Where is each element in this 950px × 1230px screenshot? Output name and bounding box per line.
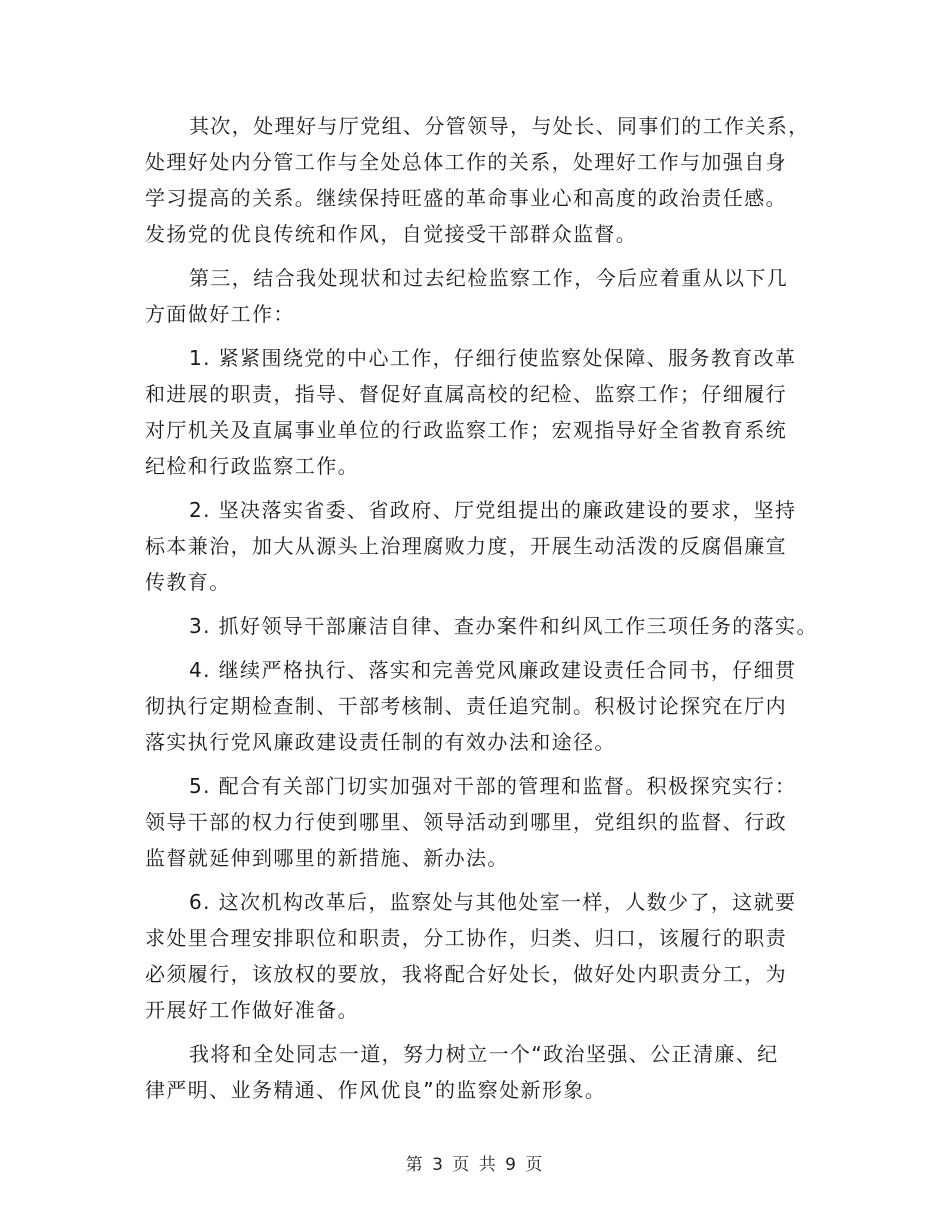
text-line: 第三，结合我处现状和过去纪检监察工作，今后应着重从以下几 xyxy=(189,266,789,290)
text-line: 5. 配合有关部门切实加强对干部的管理和监督。积极探究实行： xyxy=(189,774,797,798)
text-line: 监督就延伸到哪里的新措施、新办法。 xyxy=(145,846,509,870)
text-line: 彻执行定期检查制、干部考核制、责任追究制。积极讨论探究在厅内 xyxy=(145,694,787,718)
paragraph-thirdly xyxy=(145,260,835,332)
text-line: 标本兼治，加大从源头上治理腐败力度，开展生动活泼的反腐倡廉宣 xyxy=(145,534,787,558)
text-line: 必须履行，该放权的要放，我将配合好处长，做好处内职责分工，为 xyxy=(145,962,787,986)
text-line: 3. 抓好领导干部廉洁自律、查办案件和纠风工作三项任务的落实。 xyxy=(189,614,818,638)
list-item-1 xyxy=(145,340,835,484)
text-line: 6. 这次机构改革后，监察处与其他处室一样，人数少了，这就要 xyxy=(189,890,797,914)
text-line: 2. 坚决落实省委、省政府、厅党组提出的廉政建设的要求，坚持 xyxy=(189,498,797,522)
text-line: 和进展的职责，指导、督促好直属高校的纪检、监察工作；仔细履行 xyxy=(145,382,787,406)
text-line: 4. 继续严格执行、落实和完善党风廉政建设责任合同书，仔细贯 xyxy=(189,658,797,682)
list-item-5 xyxy=(145,768,835,876)
text-line: 律严明、业务精通、作风优良”的监察处新形象。 xyxy=(145,1078,607,1102)
text-line: 方面做好工作： xyxy=(145,302,295,326)
document-body xyxy=(145,108,835,1116)
page-number-footer: 第 3 页 共 9 页 xyxy=(405,1155,545,1175)
text-line: 处理好处内分管工作与全处总体工作的关系，处理好工作与加强自身 xyxy=(145,150,787,174)
text-line: 传教育。 xyxy=(145,570,231,594)
text-line: 其次，处理好与厅党组、分管领导，与处长、同事们的工作关系， xyxy=(189,114,810,138)
list-item-2 xyxy=(145,492,835,600)
list-item-3 xyxy=(145,608,835,644)
text-line: 发扬党的优良传统和作风，自觉接受干部群众监督。 xyxy=(145,222,638,246)
paragraph-secondly xyxy=(145,108,835,252)
text-line: 求处里合理安排职位和职责，分工协作，归类、归口，该履行的职责 xyxy=(145,926,787,950)
text-line: 落实执行党风廉政建设责任制的有效办法和途径。 xyxy=(145,730,616,754)
text-line: 1. 紧紧围绕党的中心工作，仔细行使监察处保障、服务教育改革 xyxy=(189,346,797,370)
text-line: 纪检和行政监察工作。 xyxy=(145,454,359,478)
text-line: 对厅机关及直属事业单位的行政监察工作；宏观指导好全省教育系统 xyxy=(145,418,787,442)
text-line: 开展好工作做好准备。 xyxy=(145,998,359,1022)
text-line: 学习提高的关系。继续保持旺盛的革命事业心和高度的政治责任感。 xyxy=(145,186,787,210)
paragraph-closing xyxy=(145,1036,835,1108)
list-item-6 xyxy=(145,884,835,1028)
text-line: 我将和全处同志一道，努力树立一个“政治坚强、公正清廉、纪 xyxy=(189,1042,779,1066)
text-line: 领导干部的权力行使到哪里、领导活动到哪里，党组织的监督、行政 xyxy=(145,810,787,834)
list-item-4 xyxy=(145,652,835,760)
